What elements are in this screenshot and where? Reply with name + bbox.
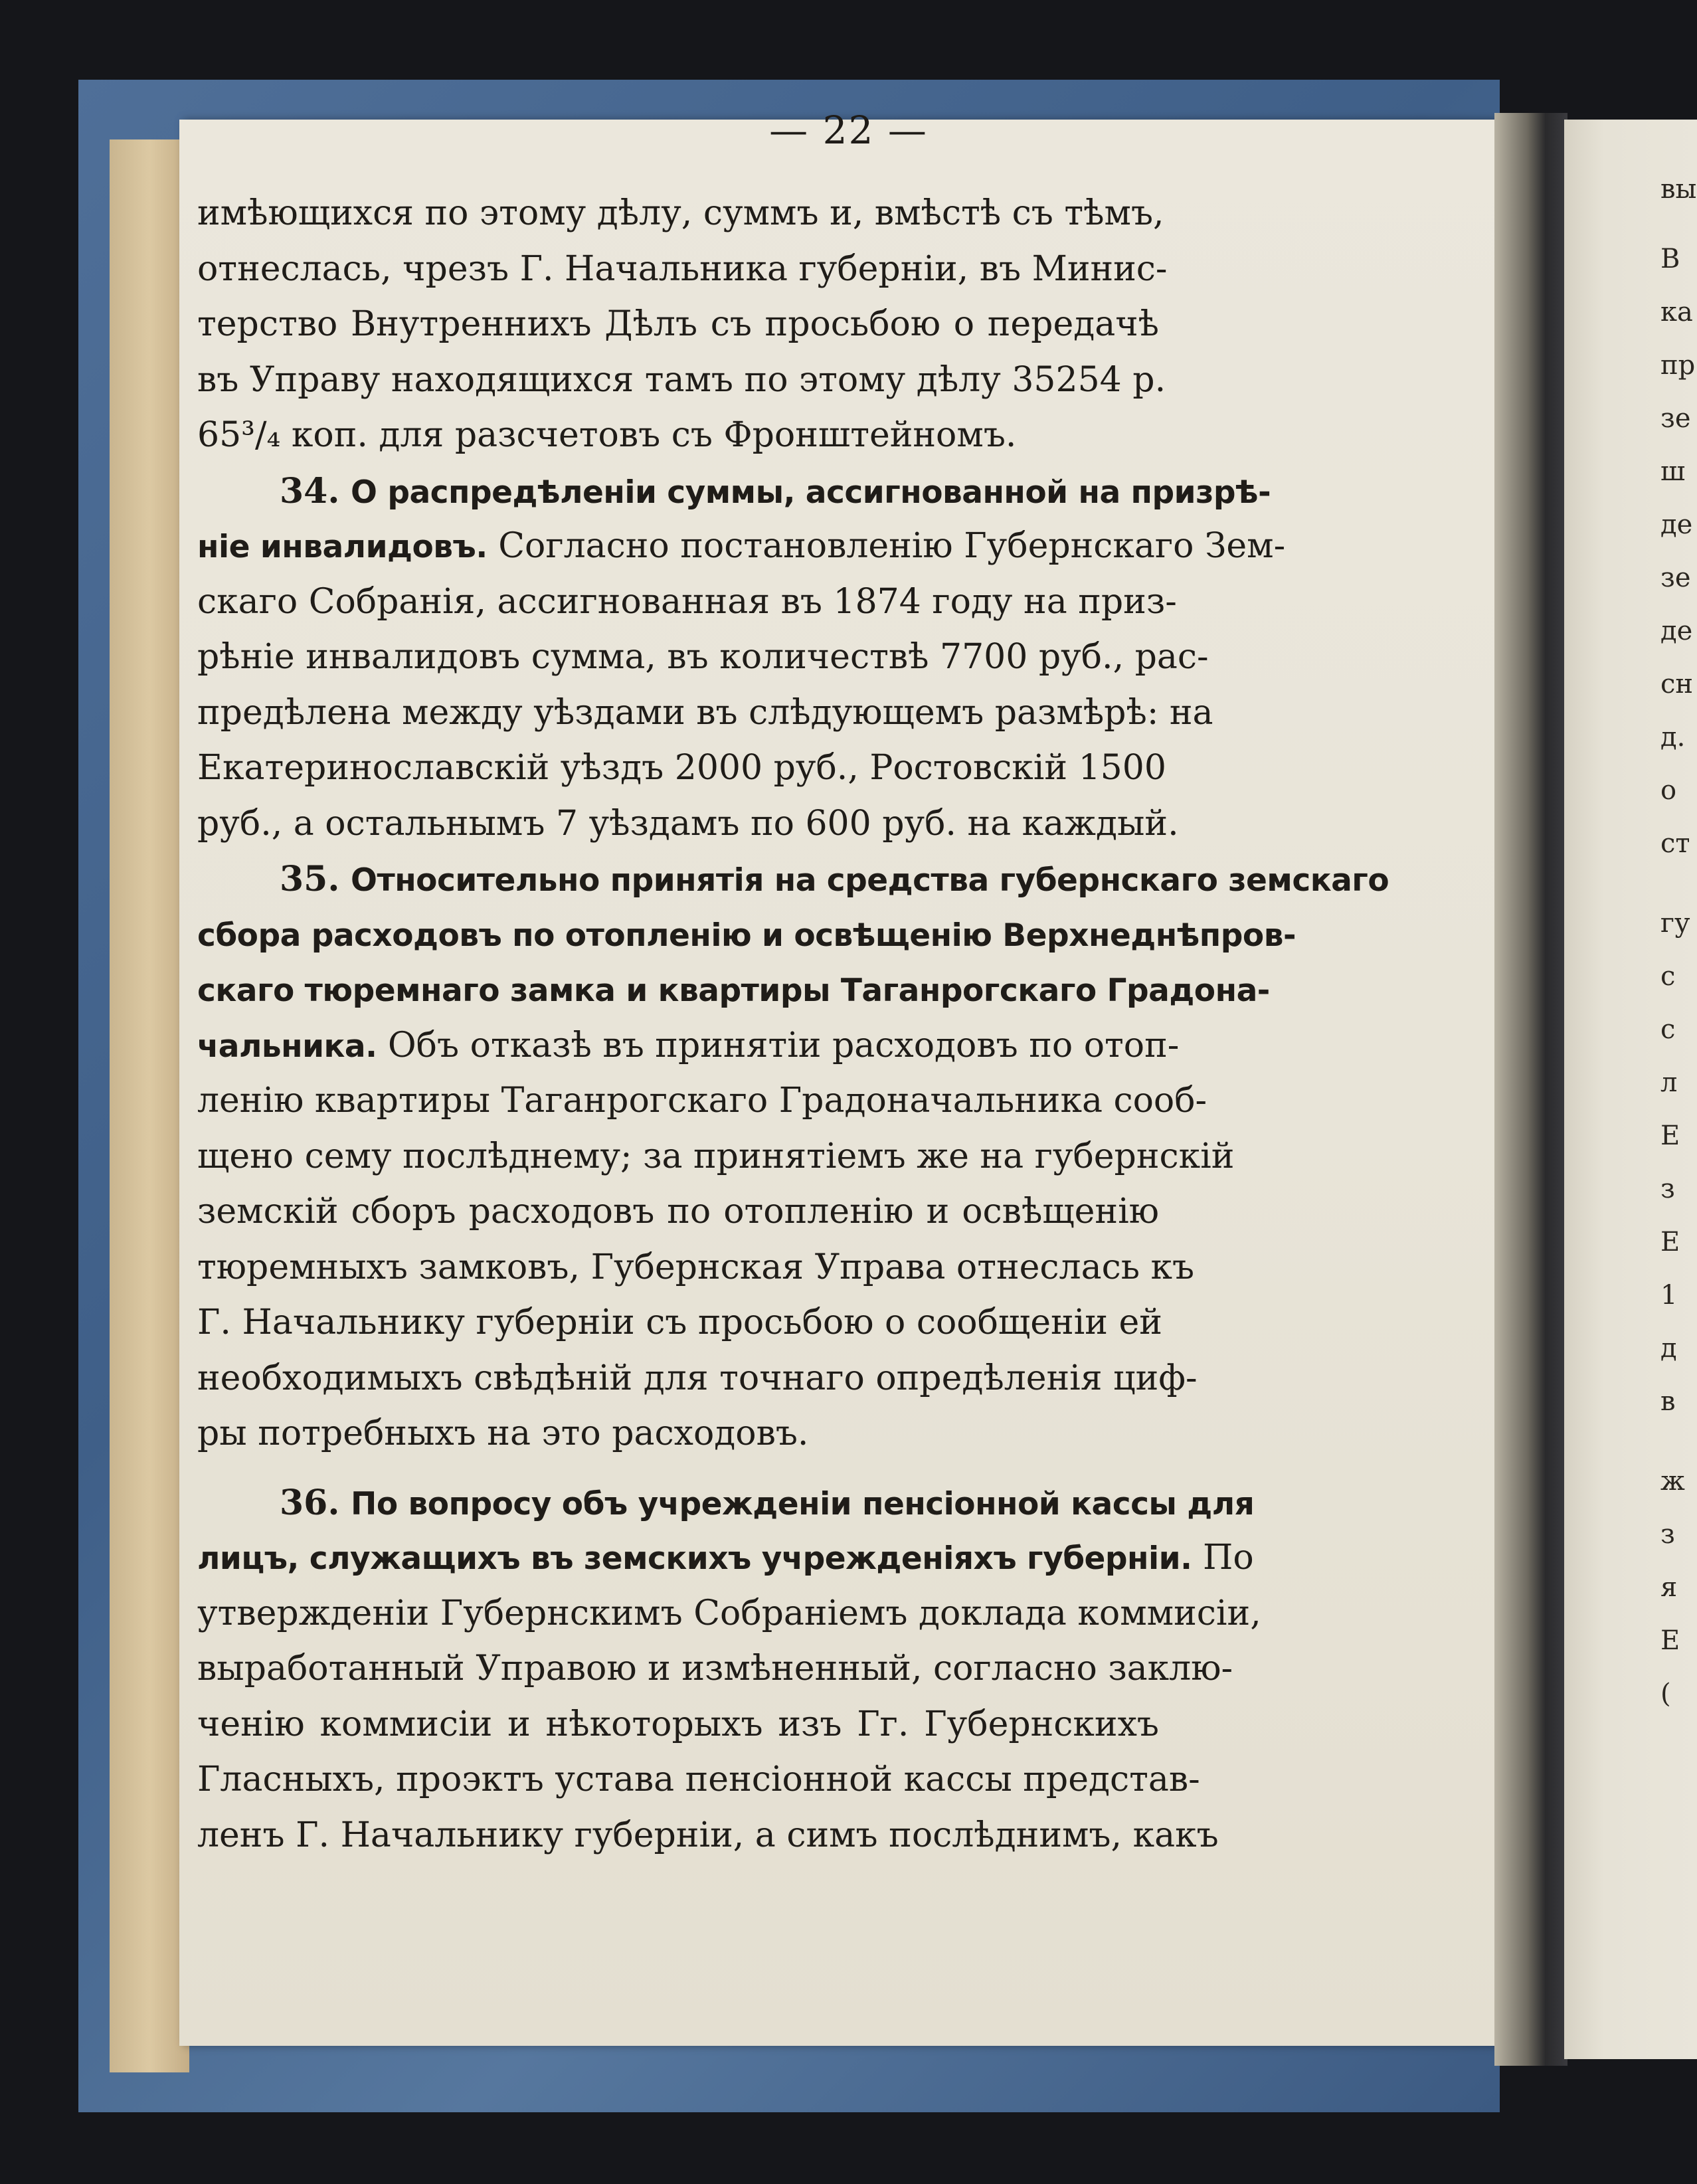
body-text: щено сему послѣднему; за принятіемъ же на губернскій	[197, 1136, 1235, 1176]
facing-page-fragment: гу	[1660, 908, 1690, 939]
section-heading: ніе инвалидовъ.	[197, 529, 488, 565]
text-line	[197, 1073, 1207, 1129]
book-gutter	[1494, 113, 1567, 2066]
body-text: рѣніе инвалидовъ сумма, въ количествѣ 7700 руб., рас-	[197, 637, 1209, 677]
section-number: 35.	[280, 859, 340, 899]
text-line	[197, 962, 1270, 1018]
body-text: земскій сборъ расходовъ по отопленію и освѣщенію	[197, 1192, 1159, 1231]
body-text: Объ отказѣ въ принятіи расходовъ по отоп-	[388, 1025, 1180, 1065]
text-line	[197, 1240, 1195, 1296]
text-line	[197, 1129, 1235, 1185]
text-line	[197, 408, 1159, 464]
facing-page-fragment: ж	[1660, 1466, 1685, 1497]
text-line	[197, 796, 1179, 852]
facing-page	[1564, 120, 1697, 2059]
body-text: скаго Собранія, ассигнованная въ 1874 году на приз-	[197, 581, 1177, 622]
body-text: Екатеринославскій уѣздъ 2000 руб., Ростовскій 1500	[197, 748, 1166, 788]
section-heading: О распредѣленіи суммы, ассигнованной на призрѣ-	[351, 474, 1271, 511]
body-text: ленію квартиры Таганрогскаго Градоначальника сооб-	[197, 1081, 1207, 1121]
text-line	[197, 1530, 1254, 1586]
section-heading: лицъ, служащихъ въ земскихъ учрежденіяхъ губерніи.	[197, 1540, 1192, 1577]
facing-page-fragment: зе	[1660, 563, 1691, 593]
text-line	[197, 1018, 1180, 1074]
facing-page-fragment: Е	[1660, 1625, 1680, 1656]
body-text: По	[1202, 1538, 1254, 1578]
section-number: 34.	[280, 470, 340, 511]
facing-page-fragment: де	[1660, 509, 1693, 540]
facing-page-fragment: де	[1660, 616, 1693, 646]
paragraph-gap	[197, 1462, 1159, 1475]
section-number: 36.	[280, 1482, 340, 1523]
facing-page-fragment: с	[1660, 961, 1676, 992]
facing-page-fragment: пр	[1660, 350, 1696, 381]
text-line	[197, 907, 1296, 963]
body-text: утвержденіи Губернскимъ Собраніемъ доклада коммисіи,	[197, 1593, 1261, 1633]
page-number: — 22 —	[769, 108, 928, 153]
section-heading: скаго тюремнаго замка и квартиры Таганрогскаго Градона-	[197, 972, 1270, 1009]
text-line	[197, 741, 1166, 796]
section-heading: сбора расходовъ по отопленію и освѣщенію Верхнеднѣпров-	[197, 917, 1296, 954]
body-text: 65³/₄ коп. для разсчетовъ съ Фронштейномъ.	[197, 415, 1017, 455]
text-line	[197, 852, 1389, 907]
text-line	[197, 186, 1164, 242]
body-text: Г. Начальнику губерніи съ просьбою о сообщеніи ей	[197, 1303, 1162, 1342]
body-text: ченію коммисіи и нѣкоторыхъ изъ Гг. Губернскихъ	[197, 1704, 1159, 1744]
facing-page-fragment: В	[1660, 244, 1680, 274]
text-line	[197, 1752, 1200, 1808]
body-text: ры потребныхъ на это расходовъ.	[197, 1413, 809, 1453]
text-line	[197, 1351, 1198, 1407]
text-line	[197, 1184, 1159, 1240]
body-text: тюремныхъ замковъ, Губернская Управа отнеслась къ	[197, 1247, 1195, 1287]
body-text: ленъ Г. Начальнику губерніи, а симъ послѣднимъ, какъ	[197, 1815, 1219, 1855]
body-text: терство Внутреннихъ Дѣлъ съ просьбою о передачѣ	[197, 304, 1159, 344]
text-line	[197, 353, 1166, 409]
facing-page-fragment: я	[1660, 1572, 1678, 1603]
facing-page-fragment: л	[1660, 1067, 1678, 1098]
text-line	[197, 519, 1286, 575]
facing-page-fragment: з	[1660, 1519, 1675, 1550]
facing-page-fragment: о	[1660, 775, 1677, 806]
text-line	[197, 630, 1209, 685]
text-line	[197, 575, 1177, 630]
facing-page-fragment: с	[1660, 1014, 1676, 1045]
body-text: имѣющихся по этому дѣлу, суммъ и, вмѣстѣ съ тѣмъ,	[197, 193, 1164, 233]
body-text: Гласныхъ, проэктъ устава пенсіонной кассы представ-	[197, 1760, 1200, 1799]
section-heading: По вопросу объ учрежденіи пенсіонной кассы для	[351, 1485, 1255, 1522]
facing-page-fragment: зе	[1660, 403, 1691, 434]
facing-page-fragment: Е	[1660, 1227, 1680, 1257]
text-line	[197, 1641, 1233, 1697]
facing-page-fragment: Е	[1660, 1121, 1680, 1151]
body-text: руб., а остальнымъ 7 уѣздамъ по 600 руб. на каждый.	[197, 803, 1179, 844]
facing-page-fragment: сн	[1660, 669, 1694, 699]
facing-page-fragment: в	[1660, 1386, 1676, 1417]
text-line	[197, 1808, 1219, 1864]
body-text: необходимыхъ свѣдѣній для точнаго опредѣленія циф-	[197, 1358, 1198, 1398]
page-text	[197, 186, 1389, 1863]
facing-page-fragment: ка	[1660, 297, 1693, 327]
body-text: отнеслась, чрезъ Г. Начальника губерніи, въ Минис-	[197, 248, 1168, 289]
facing-page-fragment: з	[1660, 1174, 1675, 1204]
facing-page-fragment: ст	[1660, 828, 1690, 859]
facing-page-fragment: 1	[1660, 1280, 1678, 1311]
facing-page-fragment: (	[1660, 1679, 1671, 1709]
facing-page-fragment: ш	[1660, 456, 1686, 487]
section-heading: чальника.	[197, 1028, 377, 1065]
text-line	[197, 1295, 1162, 1351]
facing-page-fragment: д	[1660, 1333, 1677, 1364]
facing-page-fragment: д.	[1660, 722, 1686, 753]
text-line	[197, 1475, 1255, 1531]
text-line	[197, 685, 1213, 741]
section-heading: Относительно принятія на средства губернскаго земскаго	[351, 862, 1389, 899]
text-line	[197, 1406, 1159, 1462]
text-line	[197, 1697, 1159, 1753]
body-text: предѣлена между уѣздами въ слѣдующемъ размѣрѣ: на	[197, 692, 1213, 733]
text-line	[197, 464, 1271, 519]
page-edge-strip	[110, 139, 189, 2072]
text-line	[197, 242, 1168, 298]
body-text: выработанный Управою и измѣненный, согласно заклю-	[197, 1649, 1233, 1688]
body-text: Согласно постановленію Губернскаго Зем-	[498, 526, 1286, 566]
text-line	[197, 297, 1159, 353]
body-text: въ Управу находящихся тамъ по этому дѣлу 35254 р.	[197, 359, 1166, 400]
text-line	[197, 1586, 1261, 1642]
facing-page-fragment: вы	[1660, 174, 1697, 205]
